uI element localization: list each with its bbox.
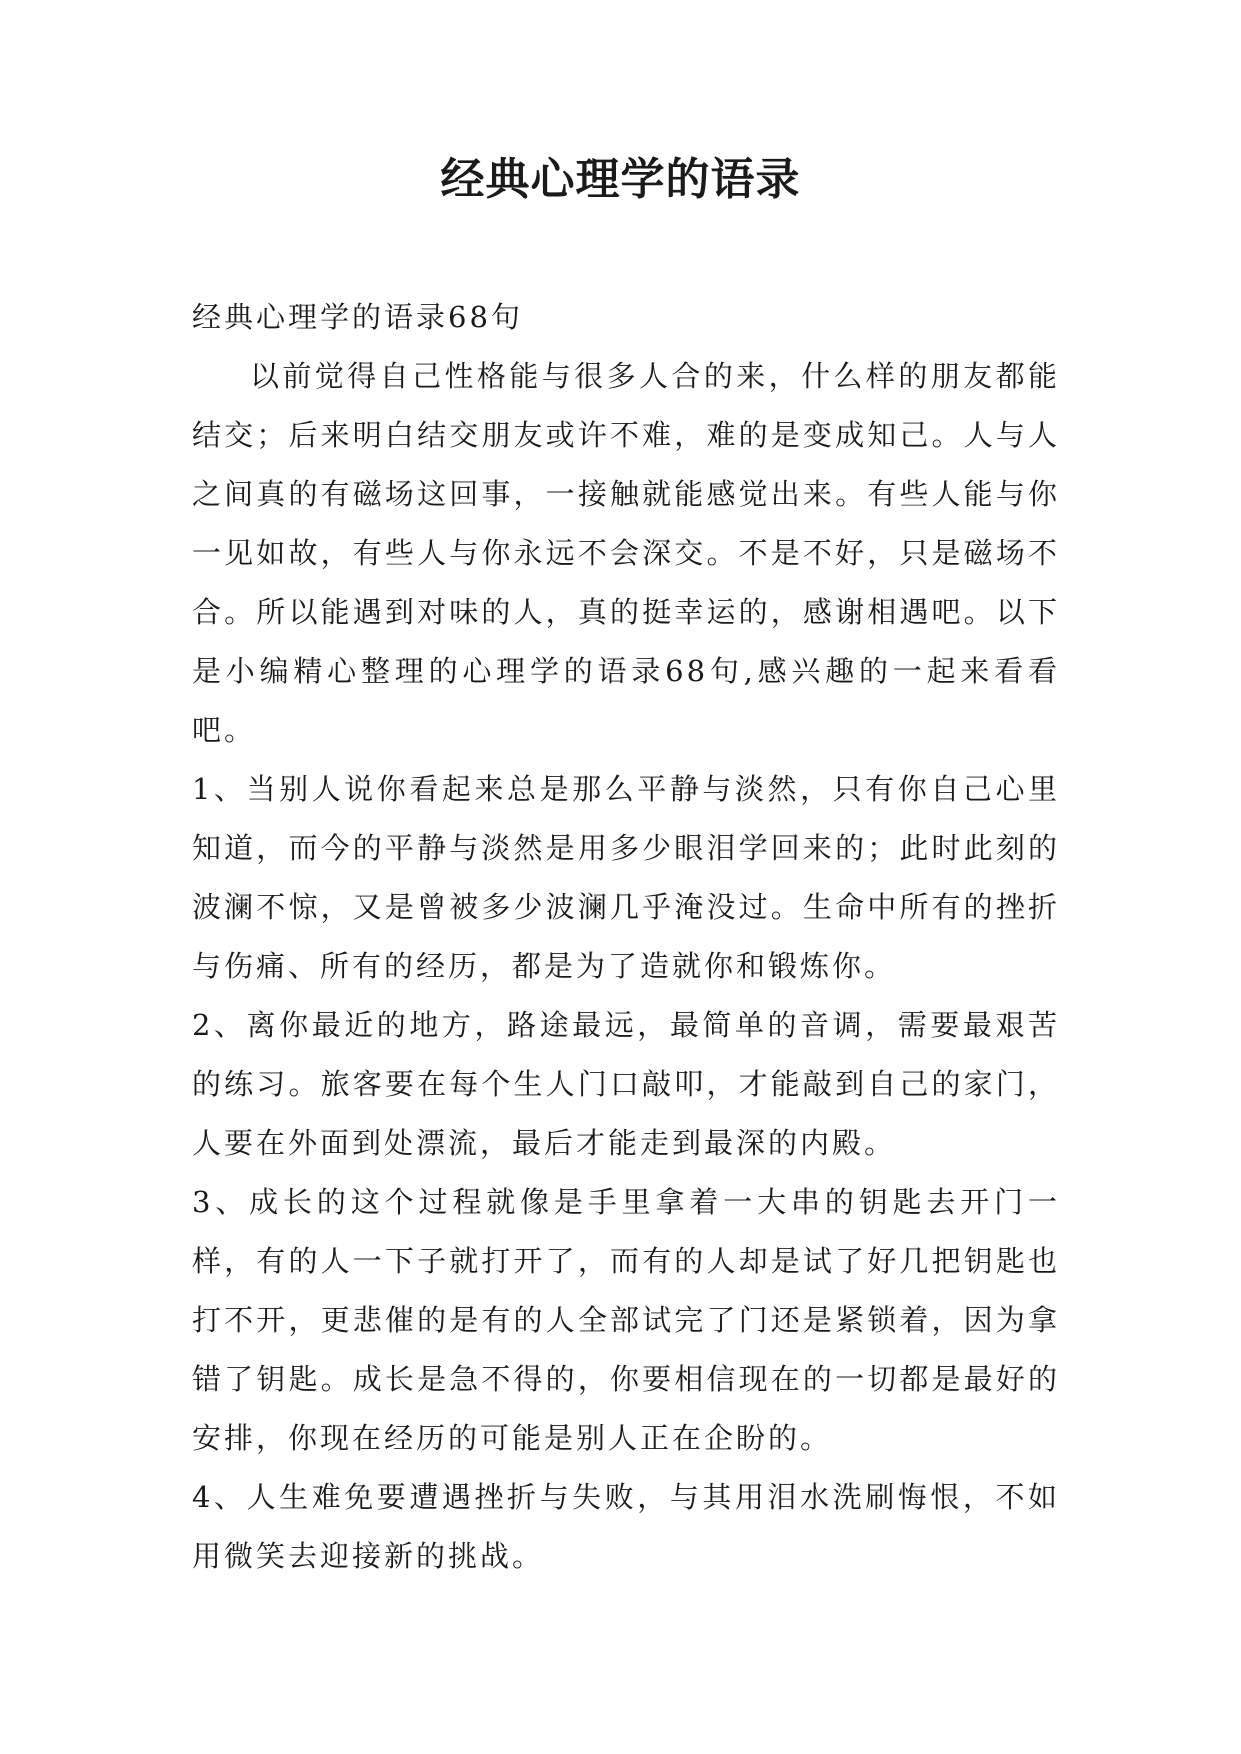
document-body xyxy=(192,288,1060,1586)
intro-paragraph: 以前觉得自己性格能与很多人合的来，什么样的朋友都能结交；后来明白结交朋友或许不难，难的是变成知己。人与人之间真的有磁场这回事，一接触就能感觉出来。有些人能与你一见如故，有些人与你永远不会深交。不是不好，只是磁场不合。所以能遇到对味的人，真的挺幸运的，感谢相遇吧。以下是小编精心整理的心理学的语录68句,感兴趣的一起来看看吧。 xyxy=(192,359,1060,747)
quote-item-3: 3、成长的这个过程就像是手里拿着一大串的钥匙去开门一样，有的人一下子就打开了，而有的人却是试了好几把钥匙也打不开，更悲催的是有的人全部试完了门还是紧锁着，因为拿错了钥匙。成长是急不得的，你要相信现在的一切都是最好的安排，你现在经历的可能是别人正在企盼的。 xyxy=(192,1185,1060,1455)
quote-item-2: 2、离你最近的地方，路途最远，最简单的音调，需要最艰苦的练习。旅客要在每个生人门口敲叩，才能敲到自己的家门，人要在外面到处漂流，最后才能走到最深的内殿。 xyxy=(192,1008,1060,1160)
quote-item-4: 4、人生难免要遭遇挫折与失败，与其用泪水洗刷悔恨，不如用微笑去迎接新的挑战。 xyxy=(192,1480,1060,1573)
document-subtitle: 经典心理学的语录68句 xyxy=(192,300,523,334)
quote-item-1: 1、当别人说你看起来总是那么平静与淡然，只有你自己心里知道，而今的平静与淡然是用多少眼泪学回来的；此时此刻的波澜不惊，又是曾被多少波澜几乎淹没过。生命中所有的挫折与伤痛、所有的经历，都是为了造就你和锻炼你。 xyxy=(192,772,1060,983)
document-title: 经典心理学的语录 xyxy=(440,154,801,205)
